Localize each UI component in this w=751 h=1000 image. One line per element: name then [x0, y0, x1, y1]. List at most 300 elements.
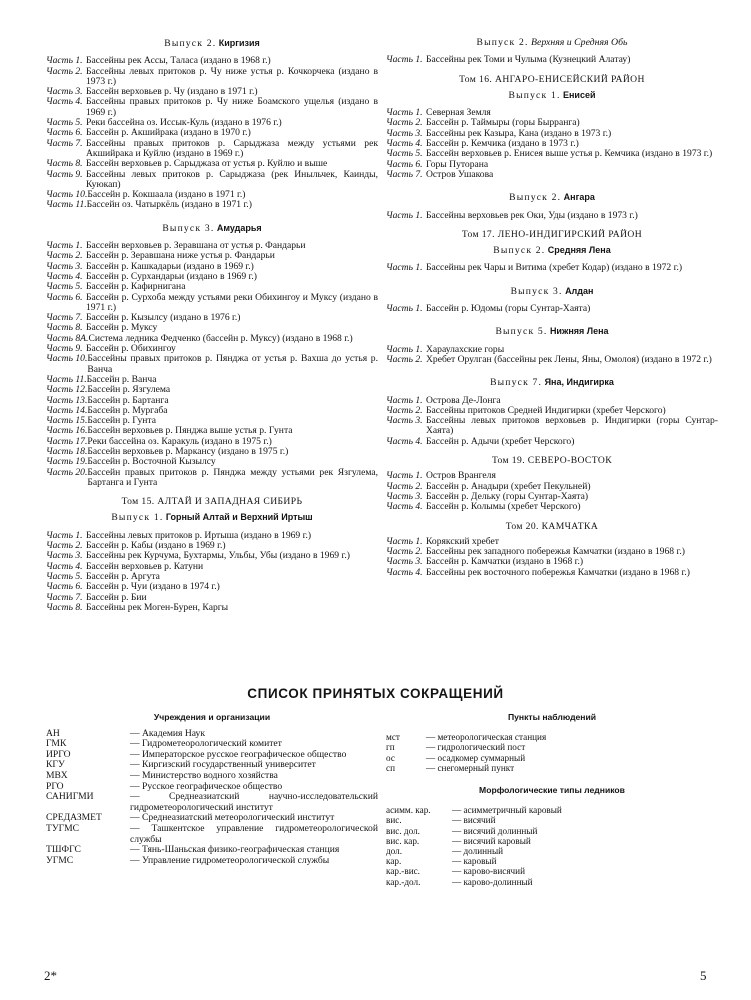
part-word: Часть [386, 148, 413, 160]
part-text: Бассейн р. Бии [86, 591, 147, 603]
issue-number: Выпуск 3. [162, 222, 215, 234]
part-word: Часть [46, 435, 73, 447]
abbreviation-meaning: — Управление гидрометеорологической службы [130, 854, 330, 866]
part-number: 4. [415, 435, 423, 447]
abbreviation-meaning: — Ташкентское управление гидрометеорологической службы [130, 822, 378, 845]
part-word: Часть [46, 343, 73, 355]
part-number: 6. [415, 158, 423, 170]
part-label [46, 200, 87, 210]
part-word: Часть [386, 343, 413, 355]
part-word: Часть [46, 570, 73, 582]
abbreviation-meaning: — каровый [452, 856, 497, 867]
part-word: Часть [46, 373, 73, 385]
part-number: 18. [75, 445, 88, 457]
part-number: 4. [75, 560, 83, 572]
part-text: Бассейн р. Кафирнигана [86, 281, 186, 293]
part-word: Часть [386, 127, 413, 139]
volume-heading: Том 16. АНГАРО-ЕНИСЕЙСКИЙ РАЙОН [459, 73, 645, 85]
abbreviation: СРЕДАЗМЕТ [46, 812, 102, 824]
abbreviation: асимм. кар. [386, 805, 431, 816]
part-text: Бассейн р. Зеравшана ниже устья р. Фандарьи [86, 250, 275, 262]
part-text: Бассейн верховьев р. Енисея выше устья р. Кемчика (издано в 1973 г.) [426, 148, 713, 160]
part-text: Бассейны левых притоков верховьев р. Индигирки (горы Сунтар-Хаята) [426, 415, 718, 437]
part-text: Бассейны рек Моген-Бурен, Каргы [86, 601, 229, 613]
abbreviation: вис. дол. [386, 825, 420, 836]
issue-heading [46, 38, 378, 49]
abbreviations-title: СПИСОК ПРИНЯТЫХ СОКРАЩЕНИЙ [247, 686, 504, 701]
part-number: 7. [75, 312, 83, 324]
left-column [46, 34, 378, 613]
issue-name: Амударья [216, 222, 262, 233]
part-word: Часть [46, 270, 73, 282]
part-number: 1. [415, 303, 423, 315]
page-number-left: 2* [44, 968, 57, 983]
issue-heading [386, 38, 718, 48]
part-text: Бассейны рек Томи и Чулыма (Кузнецкий Алатау) [426, 54, 631, 66]
part-number: 11. [75, 199, 87, 211]
issue-number: Выпуск 1. [111, 512, 164, 524]
abbreviation: мст [386, 732, 400, 743]
part-text: Бассейн р. Аргута [86, 570, 160, 582]
issue-name: Алдан [565, 285, 594, 296]
part-word: Часть [386, 107, 413, 119]
part-word: Часть [46, 322, 73, 334]
part-text: Бассейн р. Гунта [87, 415, 156, 427]
issue-name: Яна, Индигирка [544, 377, 614, 388]
issue-number: Выпуск 2. [476, 37, 529, 48]
point-row [386, 732, 718, 742]
point-row [386, 753, 718, 763]
part-label [386, 55, 426, 65]
part-word: Часть [386, 501, 413, 513]
page-number-right: 5 [700, 968, 707, 983]
part-number: 8. [75, 322, 83, 334]
part-word: Часть [386, 470, 413, 482]
part-word: Часть [386, 435, 413, 447]
part-number: 15. [75, 415, 88, 427]
part-label [386, 263, 426, 273]
issue-number: Выпуск 3. [510, 285, 563, 297]
part-text: Горы Путорана [426, 158, 489, 170]
part-word: Часть [46, 117, 73, 129]
abbreviation-meaning: — карово-висячий [452, 866, 526, 877]
part-item [386, 502, 718, 512]
abbreviation-meaning: — Гидрометеорологический комитет [130, 738, 282, 750]
point-row [386, 763, 718, 773]
part-number: 1. [415, 262, 423, 274]
part-label [386, 502, 426, 512]
part-number: 3. [415, 556, 423, 568]
part-number: 1. [415, 343, 423, 355]
part-number: 2. [415, 117, 423, 129]
part-number: 3. [75, 86, 83, 98]
part-word: Часть [46, 529, 73, 541]
volume-heading: Том 17. ЛЕНО-ИНДИГИРСКИЙ РАЙОН [461, 228, 643, 240]
part-item [46, 293, 378, 314]
part-item [386, 437, 718, 447]
part-text: Бассейны рек восточного побережья Камчатки (издано в 1968 г.) [426, 566, 690, 578]
parts-list [386, 537, 718, 578]
part-word: Часть [46, 581, 73, 593]
part-word: Часть [46, 550, 73, 562]
part-word: Часть [46, 86, 73, 98]
part-text: Бассейн р. Кабы (издано в 1969 г.) [86, 540, 226, 552]
part-label [386, 437, 426, 447]
part-word: Часть [386, 168, 413, 180]
part-text: Бассейн р. Кызылсу (издано в 1976 г.) [86, 312, 241, 324]
organizations-list [46, 729, 378, 867]
abbreviation-meaning: — Императорское русское географическое общество [130, 748, 347, 760]
points-block [386, 712, 718, 887]
parts-list [46, 531, 378, 613]
part-word: Часть [46, 240, 73, 252]
part-word: Часть [46, 199, 73, 211]
part-word: Часть [46, 168, 73, 180]
parts-list [386, 345, 718, 366]
part-word: Часть [46, 189, 73, 201]
part-item [386, 304, 718, 314]
part-text: Бассейн р. Язгулема [87, 384, 171, 396]
parts-list [46, 241, 378, 488]
part-item [46, 282, 378, 292]
part-text: Бассейн р. Кокшаала (издано в 1971 г.) [87, 189, 246, 201]
part-word: Часть [46, 540, 73, 552]
issue-heading [386, 90, 718, 101]
part-word: Часть [46, 281, 73, 293]
issue-name: Ангара [563, 192, 595, 203]
issue-number: Выпуск 7. [490, 377, 543, 389]
parts-list [386, 211, 718, 221]
part-number: 2. [415, 546, 423, 558]
part-number: 3. [415, 415, 423, 427]
part-text: Бассейн верховьев р. Катуни [86, 560, 204, 572]
points-list [386, 732, 718, 773]
abbreviation: ос [386, 752, 395, 763]
issue-name: Енисей [562, 89, 596, 100]
part-number: 1. [415, 394, 423, 406]
abbreviation-meaning: — Академия Наук [130, 727, 206, 739]
part-item [46, 200, 378, 210]
issue-heading [386, 192, 718, 203]
part-number: 7. [75, 591, 83, 603]
abbreviation: ТШФГС [46, 844, 81, 856]
part-label [386, 355, 426, 365]
abbreviation-meaning: — Среднеазиатский научно-исследовательский гидрометеорологический институт [130, 791, 378, 813]
organizations-title: Учреждения и организации [153, 712, 271, 722]
part-text: Бассейн верховьев р. Сарыджаза от устья р. Куйлю и выше [86, 158, 328, 170]
morph-types-list [386, 805, 718, 887]
part-number: 10. [75, 353, 88, 365]
abbreviation: САНИГМИ [46, 791, 94, 803]
part-number: 8А. [75, 332, 89, 344]
abbreviation-meaning: — метеорологическая станция [426, 732, 547, 743]
abbreviation-meaning: — снегомерный пункт [426, 762, 515, 773]
part-text: Реки бассейна оз. Иссык-Куль (издано в 1976 г.) [86, 117, 282, 129]
part-number: 11. [75, 373, 87, 385]
issue-heading [386, 377, 718, 388]
organizations-block [46, 712, 378, 866]
part-text: Бассейн р. Восточной Кызылсу [87, 456, 216, 468]
part-word: Часть [46, 456, 73, 468]
issue-name: Верхняя и Средняя Обь [530, 37, 628, 48]
morph-row [386, 815, 718, 825]
part-word: Часть [386, 480, 413, 492]
part-label [386, 568, 426, 578]
morph-types-title: Морфологические типы ледников [479, 785, 625, 796]
abbreviation: вис. [386, 815, 402, 826]
part-word: Часть [46, 65, 73, 77]
abbreviation: КГУ [46, 759, 65, 771]
abbreviation: АН [46, 727, 60, 739]
part-number: 12. [75, 384, 88, 396]
part-number: 10. [75, 189, 88, 201]
part-item [386, 211, 718, 221]
issue-number: Выпуск 2. [164, 38, 217, 49]
part-word: Часть [46, 466, 73, 478]
part-text: Бассейны правых притоков р. Сарыджаза между устьями рек Акшийрака и Куйлю (издано в 1969 г.) [86, 137, 378, 159]
part-number: 19. [75, 456, 88, 468]
morph-row [386, 805, 718, 815]
part-number: 1. [415, 470, 423, 482]
part-word: Часть [46, 96, 73, 108]
part-number: 5. [75, 570, 83, 582]
part-word: Часть [46, 291, 73, 303]
abbreviation-meaning: — висячий каровый [452, 835, 531, 846]
part-text: Бассейн верховьев р. Маркансу (издано в 1975 г.) [87, 445, 289, 457]
morph-row [386, 856, 718, 866]
part-word: Часть [386, 490, 413, 502]
abbreviation: РГО [46, 780, 64, 792]
abbreviation: сп [386, 762, 395, 773]
part-text: Бассейн р. Юдомы (горы Сунтар-Хаята) [426, 303, 591, 315]
morph-row [386, 877, 718, 887]
part-label [386, 416, 426, 437]
part-text: Бассейн р. Сурхандарьи (издано в 1969 г.) [86, 270, 257, 282]
abbreviation: ГМК [46, 738, 67, 750]
abbreviation-meaning: — Тянь-Шаньская физико-географическая станция [130, 844, 340, 856]
part-word: Часть [46, 312, 73, 324]
issue-name: Нижняя Лена [549, 326, 609, 337]
part-word: Часть [46, 601, 73, 613]
part-word: Часть [386, 54, 413, 66]
parts-list [386, 55, 718, 65]
part-word: Часть [386, 158, 413, 170]
abbreviation-meaning: — осадкомер суммарный [426, 752, 526, 763]
part-word: Часть [46, 353, 73, 365]
part-item [386, 416, 718, 437]
part-word: Часть [386, 404, 413, 416]
part-text: Бассейны правых притоков р. Пянджа от устья р. Вахша до устья р. Ванча [87, 353, 378, 375]
abbreviation-meaning: — висячий долинный [452, 825, 538, 836]
part-text: Бассейн р. Чуи (издано в 1974 г.) [86, 581, 220, 593]
part-number: 1. [415, 209, 423, 221]
part-text: Бассейн р. Обихингоу [86, 343, 176, 355]
part-text: Бассейн р. Акшийрака (издано в 1970 г.) [86, 127, 251, 139]
part-word: Часть [46, 404, 73, 416]
parts-list [386, 471, 718, 512]
part-text: Бассейн р. Бартанга [87, 394, 169, 406]
abbreviation: вис. кар. [386, 835, 420, 846]
part-number: 3. [415, 127, 423, 139]
part-number: 1. [75, 529, 83, 541]
part-label [46, 170, 86, 191]
abbreviation: ИРГО [46, 748, 71, 760]
part-text: Остров Ушакова [426, 168, 494, 180]
volume-heading: Том 19. СЕВЕРО-ВОСТОК [491, 455, 612, 467]
part-item [46, 385, 378, 395]
part-label [386, 304, 426, 314]
part-text: Бассейны верховьев рек Оки, Уды (издано в 1973 г.) [426, 209, 638, 221]
issue-heading [386, 326, 718, 337]
part-label [46, 354, 87, 375]
organization-row [46, 771, 378, 782]
part-item [46, 67, 378, 88]
issue-number: Выпуск 2. [493, 245, 546, 257]
part-text: Хребет Орулган (бассейны рек Лены, Яны, Омолоя) (издано в 1972 г.) [426, 353, 712, 365]
part-number: 7. [415, 168, 423, 180]
parts-list [386, 396, 718, 447]
morph-row [386, 866, 718, 876]
part-word: Часть [46, 560, 73, 572]
part-number: 9. [75, 168, 83, 180]
parts-list [386, 263, 718, 273]
organization-row [46, 792, 378, 813]
part-text: Бассейн р. Ванча [86, 373, 157, 385]
part-word: Часть [46, 384, 73, 396]
part-number: 5. [415, 148, 423, 160]
part-word: Часть [46, 415, 73, 427]
abbreviation-meaning: — Министерство водного хозяйства [130, 769, 278, 781]
part-word: Часть [386, 415, 413, 427]
part-item [46, 97, 378, 118]
part-text: Реки бассейна оз. Каракуль (издано в 1975 г.) [87, 435, 272, 447]
abbreviation-meaning: — гидрологический пост [426, 742, 526, 753]
part-word: Часть [386, 556, 413, 568]
part-text: Система ледника Федченко (бассейн р. Муксу) (издано в 1968 г.) [88, 332, 353, 344]
part-label [386, 170, 426, 180]
issue-number: Выпуск 5. [495, 326, 548, 338]
part-item [386, 355, 718, 365]
part-text: Бассейн р. Муксу [86, 322, 158, 334]
part-text: Бассейн р. Камчатки (издано в 1968 г.) [426, 556, 584, 568]
part-word: Часть [386, 117, 413, 129]
part-text: Бассейны левых притоков р. Иртыша (издано в 1969 г.) [86, 529, 312, 541]
part-text: Бассейны левых притоков р. Сарыджаза (рек Иныльчек, Каинды, Куюкап) [86, 168, 378, 190]
part-number: 7. [75, 137, 83, 149]
part-label [46, 97, 86, 118]
part-item [386, 568, 718, 578]
part-text: Бассейн правых притоков р. Пянджа между устьями рек Язгулема, Бартанга и Гунта [87, 466, 378, 488]
part-number: 5. [75, 281, 83, 293]
part-text: Бассейн р. Кемчика (издано в 1973 г.) [426, 138, 579, 150]
part-text: Бассейн р. Анадыри (хребет Пекульней) [426, 480, 591, 492]
part-number: 20. [75, 466, 88, 478]
point-row [386, 742, 718, 752]
part-item [386, 55, 718, 65]
part-number: 8. [75, 158, 83, 170]
part-item [46, 354, 378, 375]
part-number: 13. [75, 394, 88, 406]
issue-heading [386, 286, 718, 297]
abbreviation-meaning: — Киргизский государственный университет [130, 759, 316, 771]
part-number: 4. [415, 566, 423, 578]
part-number: 2. [415, 404, 423, 416]
part-word: Часть [46, 445, 73, 457]
part-word: Часть [386, 394, 413, 406]
part-word: Часть [386, 262, 413, 274]
part-text: Бассейн р. Сурхоба между устьями реки Обихингоу и Муксу (издано в 1971 г.) [86, 291, 378, 313]
part-number: 2. [415, 353, 423, 365]
part-item [46, 603, 378, 613]
part-text: Хараулахские горы [426, 343, 505, 355]
morph-row [386, 826, 718, 836]
part-word: Часть [386, 303, 413, 315]
abbreviation: ТУГМС [46, 822, 80, 834]
part-number: 1. [415, 107, 423, 119]
part-text: Бассейны рек Курчума, Бухтармы, Ульбы, Убы (издано в 1969 г.) [86, 550, 350, 562]
part-number: 3. [75, 550, 83, 562]
abbreviation: МВХ [46, 769, 68, 781]
issue-heading [386, 245, 718, 256]
abbreviation-meaning: — долинный [452, 846, 504, 857]
part-number: 2. [415, 480, 423, 492]
part-word: Часть [46, 137, 73, 149]
issue-name: Горный Алтай и Верхний Иртыш [165, 512, 313, 523]
organization-row [46, 824, 378, 845]
part-number: 3. [415, 490, 423, 502]
part-word: Часть [386, 566, 413, 578]
abbreviation-meaning: — карово-долинный [452, 876, 533, 887]
abbreviation: гп [386, 742, 395, 753]
morph-row [386, 846, 718, 856]
part-text: Бассейн р. Кашкадарьи (издано в 1969 г.) [86, 260, 254, 272]
issue-number: Выпуск 2. [509, 192, 562, 204]
part-number: 1. [415, 54, 423, 66]
volume-heading: Том 20. КАМЧАТКА [505, 520, 599, 532]
part-number: 1. [75, 240, 83, 252]
part-word: Часть [46, 260, 73, 272]
part-label [46, 468, 87, 489]
part-number: 8. [75, 601, 83, 613]
part-word: Часть [46, 591, 73, 603]
part-number: 4. [415, 138, 423, 150]
part-word: Часть [46, 394, 73, 406]
abbreviation: кар.-дол. [386, 876, 421, 887]
part-number: 4. [75, 96, 83, 108]
part-word: Часть [386, 535, 413, 547]
part-text: Корякский хребет [426, 535, 499, 547]
part-item [386, 263, 718, 273]
part-number: 2. [75, 540, 83, 552]
part-text: Бассейн верховьев р. Чу (издано в 1971 г.) [86, 86, 258, 98]
part-text: Бассейн р. Мургаба [87, 404, 168, 416]
part-number: 9. [75, 343, 83, 355]
part-text: Бассейн оз. Чатыркёль (издано в 1971 г.) [86, 199, 252, 211]
part-text: Бассейн р. Таймыры (горы Бырранга) [426, 117, 580, 129]
abbreviation: кар. [386, 856, 402, 867]
part-word: Часть [46, 158, 73, 170]
part-word: Часть [386, 209, 413, 221]
part-item [386, 170, 718, 180]
parts-list [386, 304, 718, 314]
part-word: Часть [46, 332, 73, 344]
part-label [46, 603, 86, 613]
part-number: 4. [415, 501, 423, 513]
part-word: Часть [46, 250, 73, 262]
parts-list [46, 56, 378, 210]
part-number: 5. [75, 117, 83, 129]
part-text: Бассейн верховьев р. Зеравшана от устья р. Фандарьи [86, 240, 306, 252]
